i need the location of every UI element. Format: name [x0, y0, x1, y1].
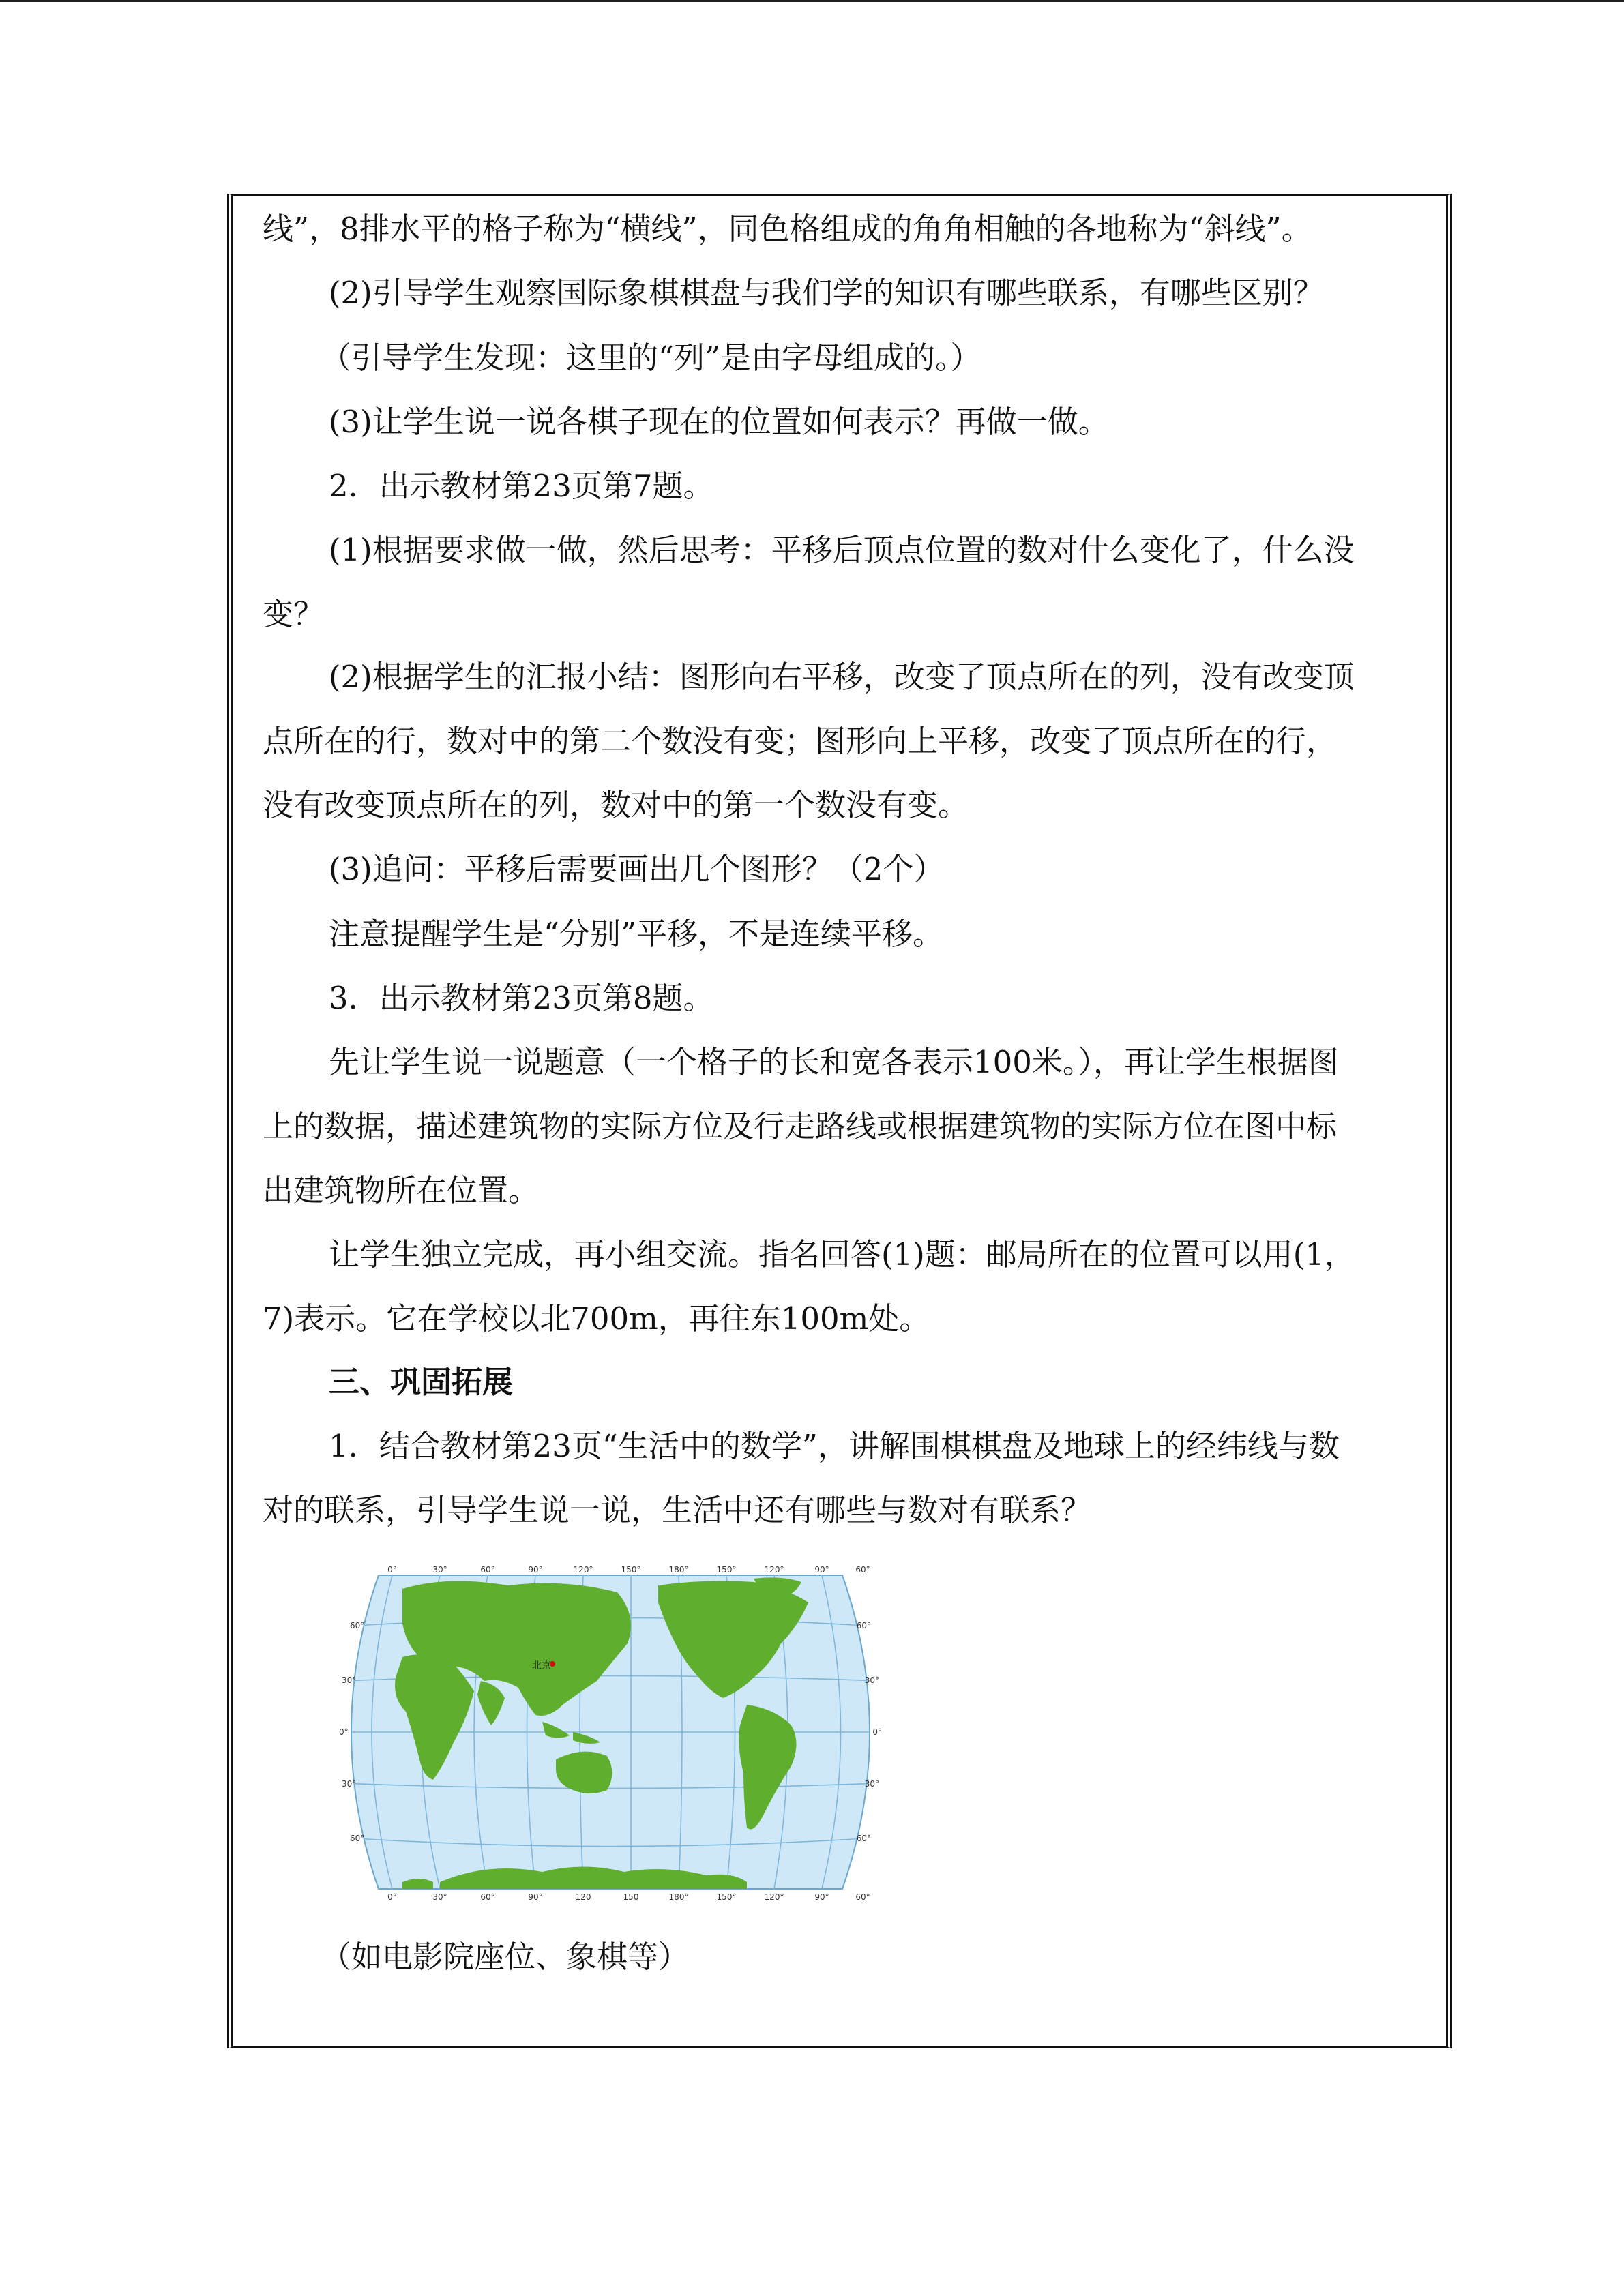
- map-label: 0°: [339, 1727, 349, 1737]
- map-label: 60°: [855, 1565, 870, 1575]
- world-map-figure: [338, 1562, 883, 1903]
- map-label: 0°: [387, 1892, 397, 1902]
- map-label: 30°: [432, 1892, 447, 1902]
- text-line: 1．结合教材第23页“生活中的数学”，讲解围棋棋盘及地球上的经纬线与数: [329, 1428, 1340, 1464]
- map-label: 90°: [814, 1565, 829, 1575]
- map-label: 0°: [387, 1565, 397, 1575]
- text-line: 对的联系，引导学生说一说，生活中还有哪些与数对有联系？: [263, 1492, 1092, 1528]
- map-top-longitude-labels: [387, 1565, 870, 1575]
- map-label: 90°: [528, 1892, 543, 1902]
- map-label: 120°: [573, 1565, 593, 1575]
- map-label: 30°: [342, 1779, 357, 1789]
- text-line: (3)追问：平移后需要画出几个图形？（2个）: [329, 851, 945, 887]
- text-line: 线”，8排水平的格子称为“横线”，同色格组成的角角相触的各地称为“斜线”。: [263, 211, 1312, 247]
- text-line: 三、巩固拓展: [329, 1364, 514, 1400]
- map-label: 90°: [814, 1892, 829, 1902]
- text-line: 出建筑物所在位置。: [263, 1172, 540, 1208]
- text-line: （引导学生发现：这里的“列”是由字母组成的。）: [321, 340, 981, 376]
- text-line: 7)表示。它在学校以北700m，再往东100m处。: [263, 1300, 930, 1337]
- text-line: 上的数据，描述建筑物的实际方位及行走路线或根据建筑物的实际方位在图中标: [263, 1108, 1338, 1144]
- map-label: 60°: [480, 1892, 495, 1902]
- text-line: (2)根据学生的汇报小结：图形向右平移，改变了顶点所在的列，没有改变顶: [329, 659, 1355, 695]
- map-label: 180°: [668, 1565, 689, 1575]
- map-label: 0°: [872, 1727, 882, 1737]
- text-line: (1)根据要求做一做，然后思考：平移后顶点位置的数对什么变化了，什么没: [329, 532, 1355, 568]
- map-label: 120°: [764, 1892, 784, 1902]
- map-label: 150°: [716, 1892, 737, 1902]
- text-line: （如电影院座位、象棋等）: [321, 1939, 690, 1975]
- page-top-rule: [0, 0, 1624, 2]
- map-label: 60°: [350, 1621, 365, 1630]
- map-label: 150°: [716, 1565, 737, 1575]
- map-label: 150°: [621, 1565, 641, 1575]
- map-label: 30°: [864, 1779, 879, 1789]
- text-line: 变？: [263, 596, 325, 632]
- map-label: 30°: [864, 1675, 879, 1685]
- text-line: (3)让学生说一说各棋子现在的位置如何表示？再做一做。: [329, 404, 1109, 440]
- text-line: 点所在的行，数对中的第二个数没有变；图形向上平移，改变了顶点所在的行，: [263, 723, 1338, 759]
- map-label: 30°: [342, 1675, 357, 1685]
- map-label: 180°: [668, 1892, 689, 1902]
- map-label: 120°: [764, 1565, 784, 1575]
- map-label: 90°: [528, 1565, 543, 1575]
- text-line: 2．出示教材第23页第7题。: [329, 468, 714, 504]
- map-label: 60°: [350, 1834, 365, 1843]
- map-label: 60°: [856, 1834, 871, 1843]
- text-line: 让学生独立完成，再小组交流。指名回答(1)题：邮局所在的位置可以用(1，: [329, 1236, 1355, 1272]
- map-label: 60°: [480, 1565, 495, 1575]
- text-line: 先让学生说一说题意（一个格子的长和宽各表示100米。），再让学生根据图: [329, 1044, 1339, 1080]
- text-line: (2)引导学生观察国际象棋棋盘与我们学的知识有哪些联系，有哪些区别？: [329, 275, 1324, 311]
- text-line: 没有改变顶点所在的列，数对中的第一个数没有变。: [263, 787, 969, 823]
- map-label: 60°: [856, 1621, 871, 1630]
- map-label: 30°: [432, 1565, 447, 1575]
- map-label: 120: [575, 1892, 591, 1902]
- text-line: 注意提醒学生是“分别”平移，不是连续平移。: [329, 916, 944, 952]
- beijing-label: 北京: [532, 1660, 551, 1671]
- map-label: 60°: [855, 1892, 870, 1902]
- text-line: 3．出示教材第23页第8题。: [329, 980, 714, 1016]
- map-label: 150: [623, 1892, 639, 1902]
- map-bottom-longitude-labels: [387, 1892, 870, 1902]
